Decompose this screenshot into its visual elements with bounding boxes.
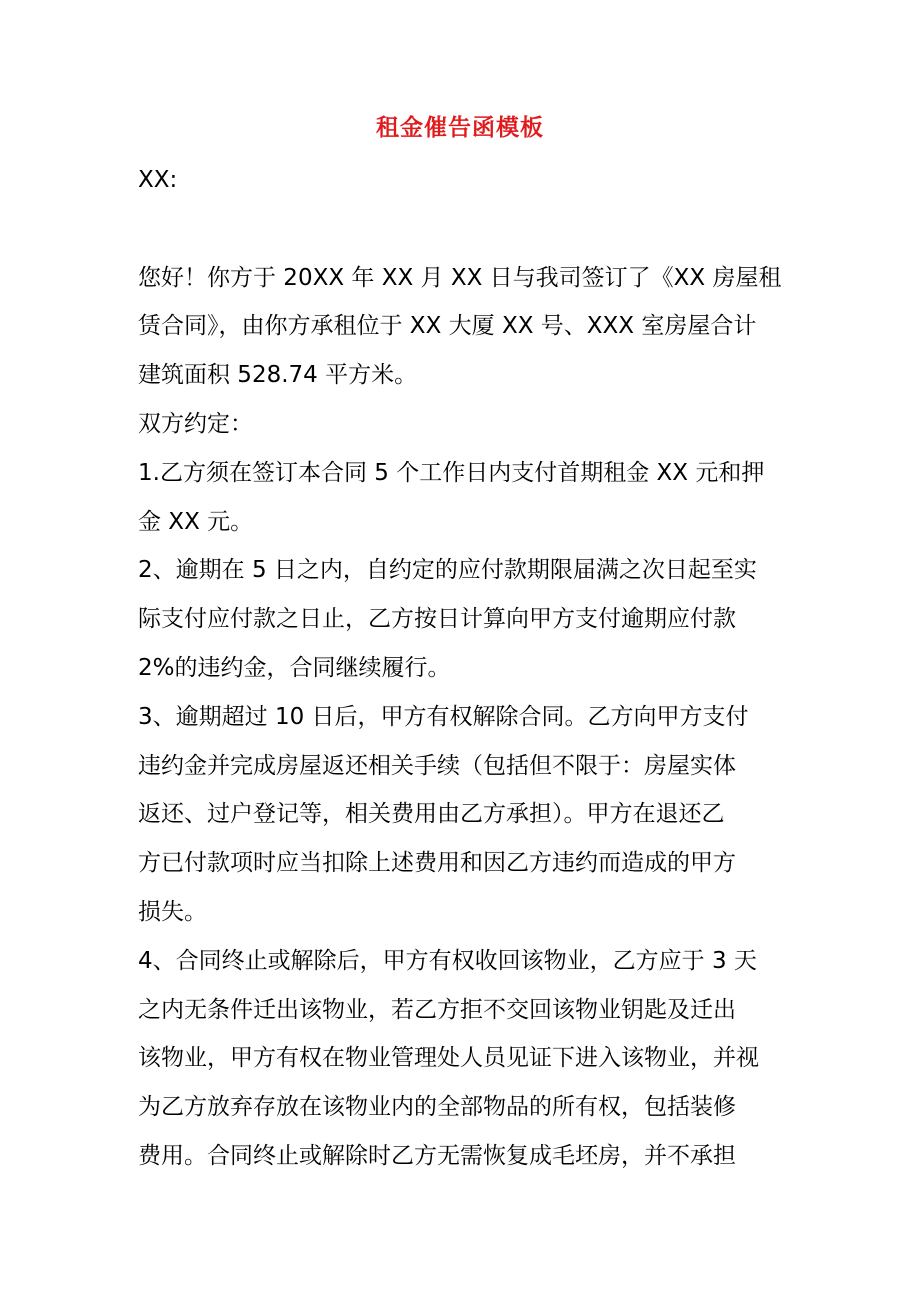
body-line: 2%的违约金，合同继续履行。 — [138, 654, 451, 681]
body-line: 3、逾期超过 10 日后，甲方有权解除合同。乙方向甲方支付 — [138, 703, 749, 730]
body-line: 违约金并完成房屋返还相关手续（包括但不限于：房屋实体 — [138, 752, 736, 779]
body-line: 4、合同终止或解除后，甲方有权收回该物业，乙方应于 3 天 — [138, 947, 757, 974]
body-line: 双方约定： — [138, 410, 253, 437]
body-line: 2、逾期在 5 日之内，自约定的应付款期限届满之次日起至实 — [138, 557, 757, 584]
body-line: 金 XX 元。 — [138, 508, 254, 535]
body-line: 建筑面积 528.74 平方米。 — [138, 362, 418, 389]
body-line: 方已付款项时应当扣除上述费用和因乙方违约而造成的甲方 — [138, 850, 736, 877]
salutation: XX: — [138, 167, 178, 193]
document-body — [138, 156, 788, 1181]
body-line: 之内无条件迁出该物业，若乙方拒不交回该物业钥匙及迁出 — [138, 996, 736, 1023]
document-title: 租金催告函模板 — [376, 115, 544, 141]
body-line: 损失。 — [138, 898, 207, 925]
body-line: 您好！你方于 20XX 年 XX 月 XX 日与我司签订了《XX 房屋租 — [138, 264, 782, 291]
blank-line — [138, 205, 788, 254]
body-line: 费用。合同终止或解除时乙方无需恢复成毛坯房，并不承担 — [138, 1142, 736, 1169]
body-line: 1.乙方须在签订本合同 5 个工作日内支付首期租金 XX 元和押 — [138, 459, 765, 486]
body-line: 为乙方放弃存放在该物业内的全部物品的所有权，包括装修 — [138, 1094, 736, 1121]
body-line: 返还、过户登记等，相关费用由乙方承担）。甲方在退还乙 — [138, 801, 725, 828]
body-line: 际支付应付款之日止，乙方按日计算向甲方支付逾期应付款 — [138, 606, 736, 633]
body-line: 该物业，甲方有权在物业管理处人员见证下进入该物业，并视 — [138, 1045, 759, 1072]
body-line: 赁合同》，由你方承租位于 XX 大厦 XX 号、XXX 室房屋合计 — [138, 313, 757, 340]
